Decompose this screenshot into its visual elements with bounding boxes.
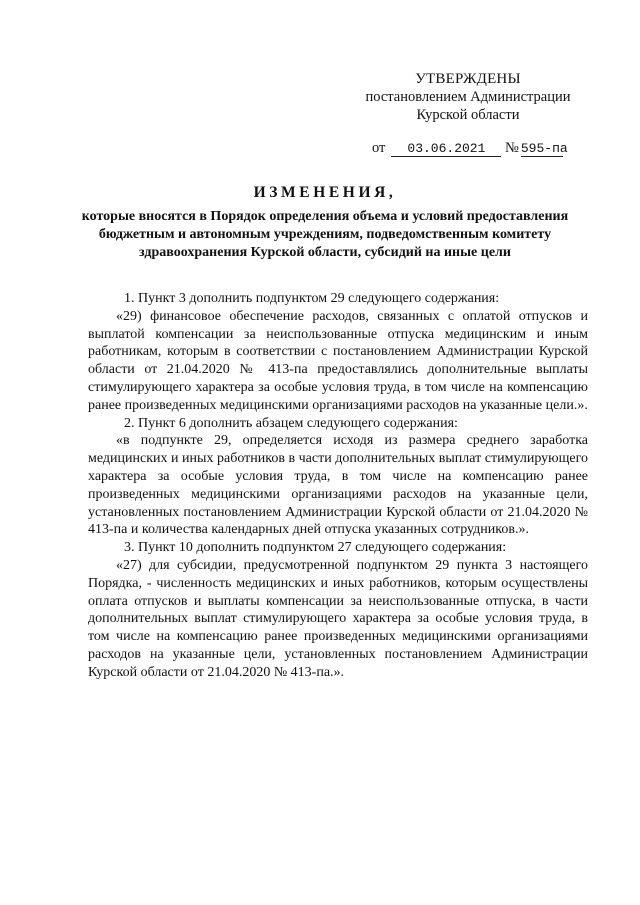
paragraph-1-text: «29) финансовое обеспечение расходов, связанных с оплатой отпусков и выплатой компенсации за неиспользованные отпуска медицинским и иным работникам, которым в соответствии с постановлением Администрации Курской области от 21.04.2020 № 413-па предоставлялись дополнительные выплаты стимулирующего характера за особые условия труда, в том числе на компенсацию ранее произведенных медицинскими организациями расходов на указанные цели.».: [88, 308, 588, 413]
paragraph-2-text: «в подпункте 29, определяется исходя из размера среднего заработка медицинских и иных работников в части дополнительных выплат стимулирующего характера за особые условия труда, в том числе на компенсацию ранее произведенных медицинскими организациями расходов на указанные цели, установленных постановлением Администрации Курской области от 21.04.2020 № 413-па и количества календарных дней отпуска указанных сотрудников.».: [88, 433, 588, 538]
date-prefix: от: [372, 140, 386, 156]
document-heading: [60, 184, 590, 262]
approval-date: 03.06.2021: [391, 141, 501, 157]
approval-line-2: постановлением Администрации: [365, 89, 571, 105]
paragraph-3-intro: 3. Пункт 10 дополнить подпунктом 27 следующего содержания:: [124, 540, 507, 556]
approval-number: 595-па: [520, 141, 568, 156]
paragraph-3-text: «27) для субсидии, предусмотренной подпунктом 29 пункта 3 настоящего Порядка, - численность медицинских и иных работников, которым осуществлены оплата отпусков и выплаты компенсации за неиспользованные отпуска, в части дополнительных выплат стимулирующего характера за особые условия труда, в том числе на компенсацию ранее произведенных медицинскими организациями расходов на указанные цели, установленных постановлением Администрации Курской области от 21.04.2020 № 413-па.».: [88, 557, 588, 680]
number-prefix: №: [505, 140, 519, 156]
document-subtitle: которые вносятся в Порядок определения объема и условий предоставления бюджетным и автономным учреждениям, подведомственным комитету здравоохранения Курской области, субсидий на иные цели: [81, 209, 569, 260]
paragraph-1-intro: 1. Пункт 3 дополнить подпунктом 29 следующего содержания:: [124, 291, 500, 306]
paragraph-2-intro: 2. Пункт 6 дополнить абзацем следующего содержания:: [124, 415, 458, 431]
document-title: ИЗМЕНЕНИЯ,: [253, 184, 397, 201]
approval-date-line: [372, 140, 568, 157]
approval-stamp: [360, 70, 576, 124]
document-body: [88, 290, 588, 682]
approval-title: УТВЕРЖДЕНЫ: [415, 71, 521, 87]
approval-line-3: Курской области: [416, 107, 520, 123]
